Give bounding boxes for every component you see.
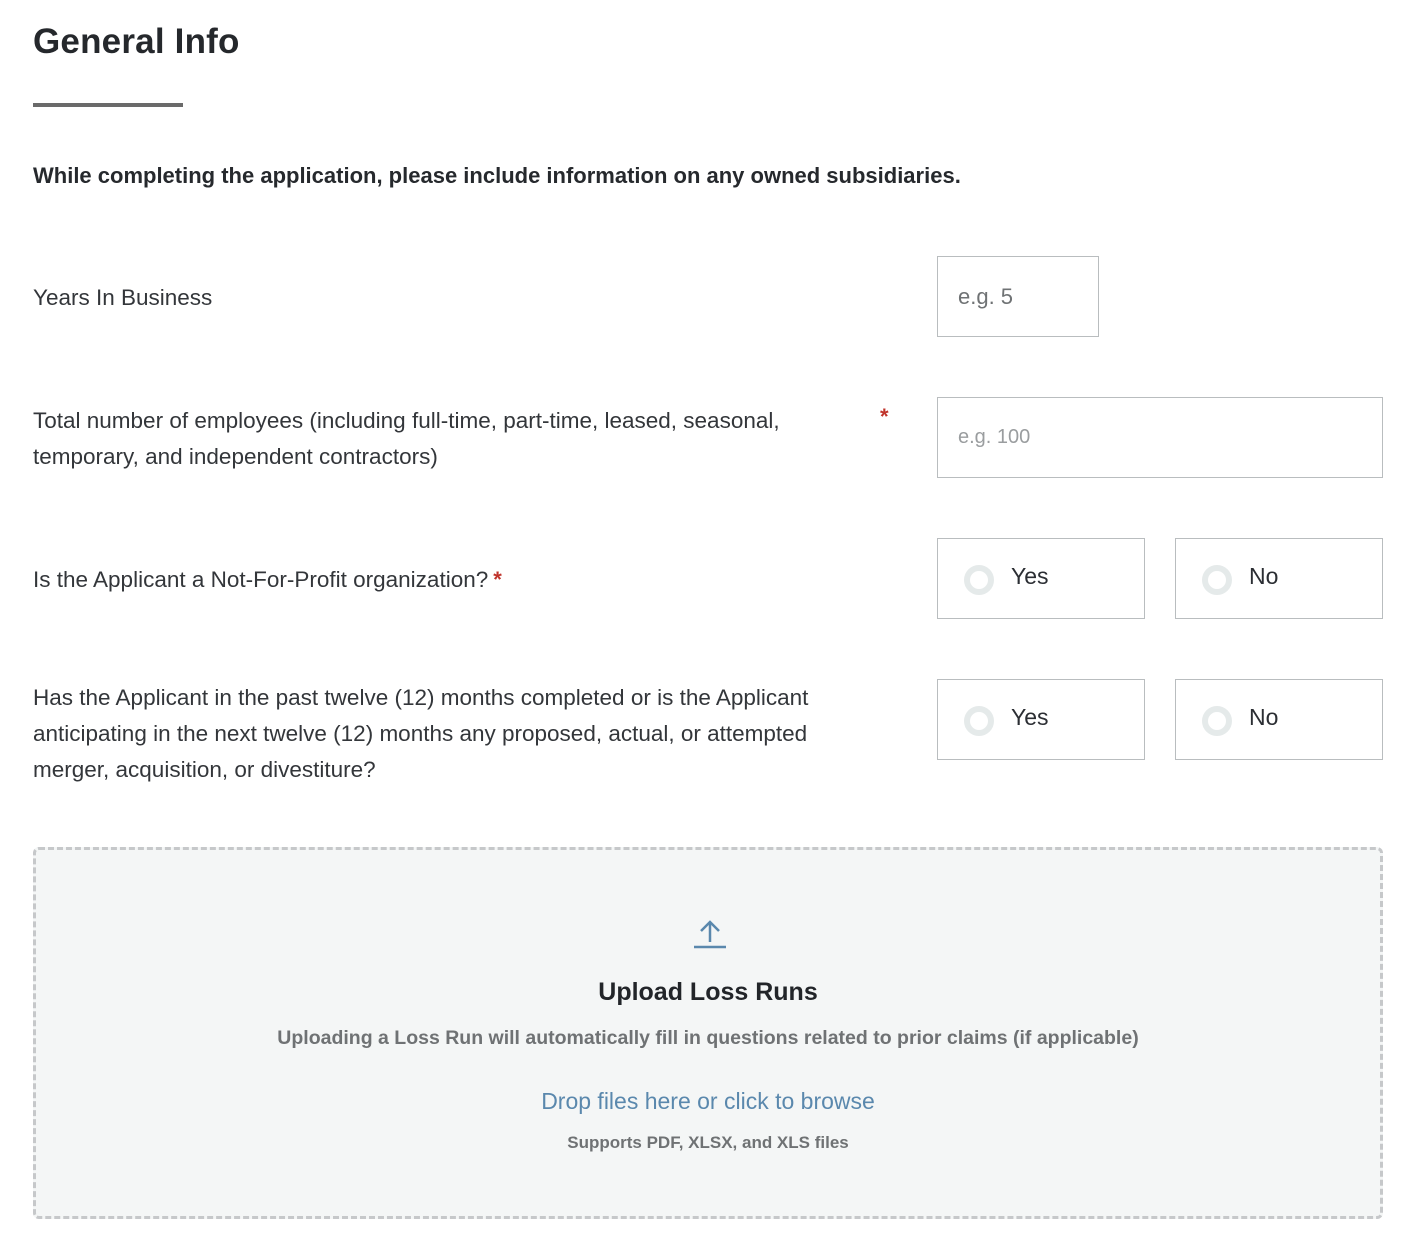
page-title: General Info: [33, 22, 240, 61]
merger-label: [33, 680, 808, 788]
employees-label: [33, 403, 780, 475]
supported-file-types: Supports PDF, XLSX, and XLS files: [567, 1133, 849, 1152]
merger-no-label: No: [1249, 704, 1279, 730]
radio-circle-icon[interactable]: [964, 706, 994, 736]
not-for-profit-yes-label: Yes: [1011, 563, 1049, 589]
upload-description: Uploading a Loss Run will automatically fill in questions related to prior claims (if applicable): [277, 1027, 1139, 1049]
radio-circle-icon[interactable]: [1202, 565, 1232, 595]
years-in-business-input[interactable]: [937, 256, 1099, 337]
browse-files-link[interactable]: Drop files here or click to browse: [541, 1088, 875, 1114]
merger-label-line3: merger, acquisition, or divestiture?: [33, 757, 376, 782]
employees-required-mark: *: [880, 404, 889, 429]
title-underline: [33, 103, 183, 107]
radio-circle-icon[interactable]: [1202, 706, 1232, 736]
merger-label-line2: anticipating in the next twelve (12) months any proposed, actual, or attempted: [33, 721, 808, 746]
upload-icon: [692, 918, 728, 950]
not-for-profit-no-label: No: [1249, 563, 1279, 589]
years-in-business-label: Years In Business: [33, 285, 213, 310]
loss-runs-dropzone[interactable]: [33, 847, 1383, 1219]
employees-input[interactable]: [937, 397, 1383, 478]
not-for-profit-label: [33, 562, 502, 598]
merger-label-line1: Has the Applicant in the past twelve (12) months completed or is the Applicant: [33, 685, 809, 710]
not-for-profit-no-option[interactable]: [1175, 538, 1383, 619]
radio-circle-icon[interactable]: [964, 565, 994, 595]
employees-label-line1: Total number of employees (including full-time, part-time, leased, seasonal,: [33, 408, 780, 433]
not-for-profit-required-mark: *: [493, 567, 502, 592]
intro-note: While completing the application, please include information on any owned subsidiaries.: [33, 163, 961, 188]
not-for-profit-label-text: Is the Applicant a Not-For-Profit organization?: [33, 567, 489, 592]
upload-title: Upload Loss Runs: [598, 978, 818, 1006]
not-for-profit-yes-option[interactable]: [937, 538, 1145, 619]
merger-yes-label: Yes: [1011, 704, 1049, 730]
employees-label-line2: temporary, and independent contractors): [33, 444, 438, 469]
merger-yes-option[interactable]: [937, 679, 1145, 760]
merger-no-option[interactable]: [1175, 679, 1383, 760]
